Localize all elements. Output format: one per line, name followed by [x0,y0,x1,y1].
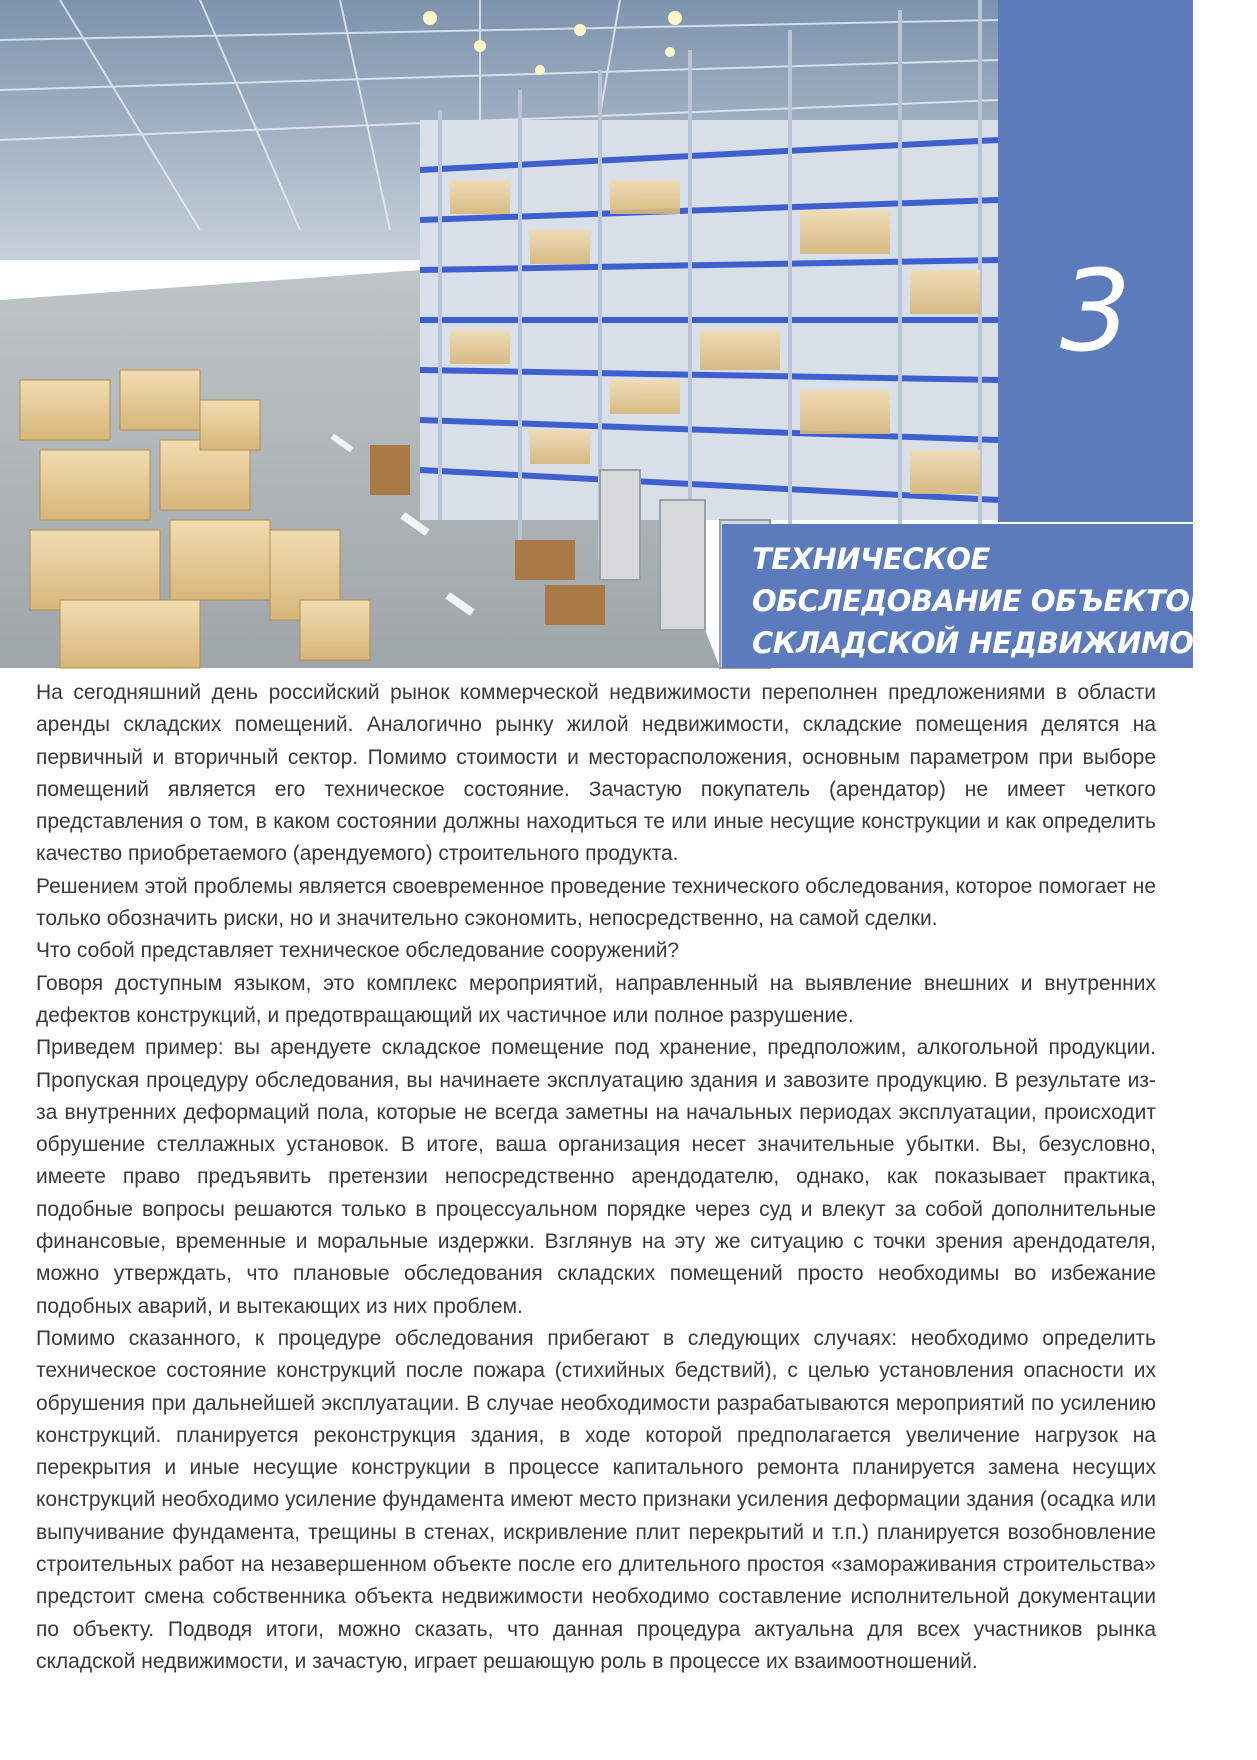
chapter-number: 3 [1059,247,1132,377]
title-box [722,524,1257,668]
article-paragraph-6: Помимо сказанного, к процедуре обследования прибегают в следующих случаях: необходимо определить техническое состояние конструкций после пожара (стихийных бедствий), с целью установления опасности их обрушения при дальнейшей эксплуатации. В случае необходимости разрабатываются мероприятий по усилению конструкций. планируется реконструкция здания, в ходе которой предполагается увеличение нагрузок на перекрытия и иные несущие конструкции в процессе капитального ремонта планируется замена несущих конструкций необходимо усиление фундамента имеют место признаки усиления деформации здания (осадка или выпучивание фундамента, трещины в стенах, искривление плит перекрытий и т.п.) планируется возобновление строительных работ на незавершенном объекте после его длительного простоя «замораживания строительства» предстоит смена собственника объекта недвижимости необходимо составление исполнительной документации по объекту. Подводя итоги, можно сказать, что данная процедура актуальна для всех участников рынка складской недвижимости, и зачастую, играет решающую роль в процессе их взаимоотношений. [36,1326,1156,1673]
title-line-1: ТЕХНИЧЕСКОЕ [752,542,990,576]
article-paragraph-3: Что собой представляет техническое обследование сооружений? [36,939,680,963]
article-paragraph-5: Приведем пример: вы арендуете складское помещение под хранение, предположим, алкогольной продукции. Пропуская процедуру обследования, вы начинаете эксплуатацию здания и завозите продукцию. В результате из-за внутренних деформаций пола, которые не всегда заметны на начальных периодах эксплуатации, происходит обрушение стеллажных установок. В итоге, ваша организация несет значительные убытки. Вы, безусловно, имеете право предъявить претензии непосредственно арендодателю, однако, как показывает практика, подобные вопросы решаются только в процессуальном порядке через суд и влекут за собой дополнительные финансовые, временные и моральные издержки. Взглянув на эту же ситуацию с точки зрения арендодателя, можно утверждать, что плановые обследования складских помещений просто необходимы во избежание подобных аварий, и вытекающих из них проблем. [36,1036,1156,1318]
article-paragraph-2: Решением этой проблемы является своевременное проведение технического обследования, которое помогает не только обозначить риски, но и значительно сэкономить, непосредственно, на самой сделки. [36,874,1156,931]
title-line-2: ОБСЛЕДОВАНИЕ ОБЪЕКТОВ [752,584,1211,618]
article-paragraph-4: Говоря доступным языком, это комплекс мероприятий, направленный на выявление внешних и внутренних дефектов конструкций, и предотвращающий их частичное или полное разрушение. [36,971,1156,1027]
title-line-3: СКЛАДСКОЙ НЕДВИЖИМОСТИ [752,626,1257,660]
chapter-panel [998,0,1193,522]
article-body [36,677,1156,1678]
article-paragraph-1: На сегодняшний день российский рынок коммерческой недвижимости переполнен предложениями в области аренды складских помещений. Аналогично рынку жилой недвижимости, складские помещения делятся на первичный и вторичный сектор. Помимо стоимости и месторасположения, основным параметром при выборе помещений является его техническое состояние. Зачастую покупатель (арендатор) не имеет четкого представления о том, в каком состоянии должны находиться те или иные несущие конструкции и как определить качество приобретаемого (арендуемого) строительного продукта. [36,681,1156,866]
